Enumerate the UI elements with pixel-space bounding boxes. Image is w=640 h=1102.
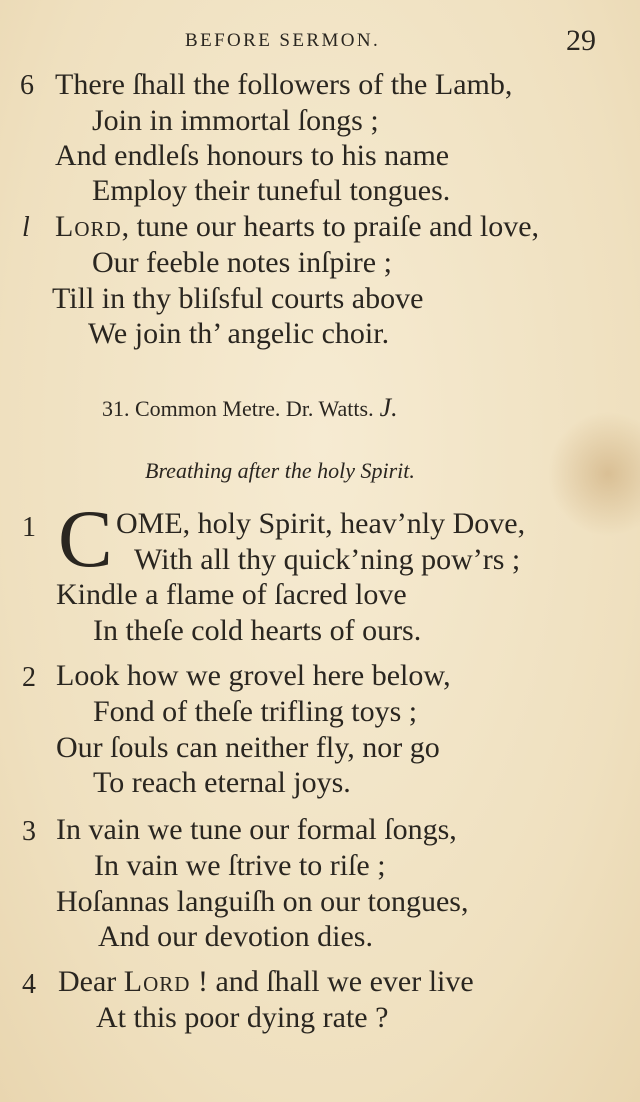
verse-line: In vain we tune our formal ſongs, xyxy=(56,813,457,846)
verse-line xyxy=(55,212,539,242)
verse-line: Till in thy bliſsful courts above xyxy=(52,282,424,315)
verse-number: 3 xyxy=(22,816,36,847)
verse-line: With all thy quick’ning pow’rs ; xyxy=(134,543,521,576)
verse-number: l xyxy=(22,212,30,243)
verse-line: There ſhall the followers of the Lamb, xyxy=(55,68,513,101)
verse-line: OME, holy Spirit, heav’nly Dove, xyxy=(116,507,526,540)
verse-line: We join th’ angelic choir. xyxy=(88,317,390,350)
verse-line: Hoſannas languiſh on our tongues, xyxy=(56,885,469,918)
verse-number: 4 xyxy=(22,969,36,1000)
verse-line: To reach eternal joys. xyxy=(93,766,351,799)
verse-line: Fond of theſe trifling toys ; xyxy=(93,695,418,728)
verse-number: 6 xyxy=(20,70,34,101)
small-caps-word: Lord xyxy=(123,965,191,998)
drop-cap: C xyxy=(58,493,113,584)
verse-line: Employ their tuneful tongues. xyxy=(92,174,451,207)
line-text: Dear xyxy=(58,965,124,998)
verse-line: Look how we grovel here below, xyxy=(56,659,451,692)
verse-line: Kindle a flame of ſacred love xyxy=(56,578,407,611)
verse-line: Our ſouls can neither fly, nor go xyxy=(56,731,440,764)
verse-line: And our devotion dies. xyxy=(98,920,373,953)
page-number: 29 xyxy=(566,24,596,57)
hymn-subtitle: Breathing after the holy Spirit. xyxy=(145,458,415,483)
verse-line: In theſe cold hearts of ours. xyxy=(93,614,422,647)
verse-number: 2 xyxy=(22,662,36,693)
verse-line: In vain we ſtrive to riſe ; xyxy=(94,849,386,882)
running-title: BEFORE SERMON. xyxy=(185,30,381,51)
verse-line: Our feeble notes inſpire ; xyxy=(92,246,392,279)
signature-mark: J. xyxy=(379,393,398,422)
verse-line: And endleſs honours to his name xyxy=(55,139,450,172)
line-text: , tune our hearts to praiſe and love, xyxy=(121,210,540,243)
hymn-heading xyxy=(102,393,398,423)
verse-line: Join in immortal ſongs ; xyxy=(92,104,379,137)
verse-number: 1 xyxy=(22,512,36,543)
line-text: ! and ſhall we ever live xyxy=(190,965,474,998)
verse-line: At this poor dying rate ? xyxy=(96,1001,389,1034)
small-caps-word: Lord xyxy=(55,210,122,243)
verse-line xyxy=(58,967,474,997)
hymn-heading-text: 31. Common Metre. Dr. Watts. xyxy=(102,396,374,421)
